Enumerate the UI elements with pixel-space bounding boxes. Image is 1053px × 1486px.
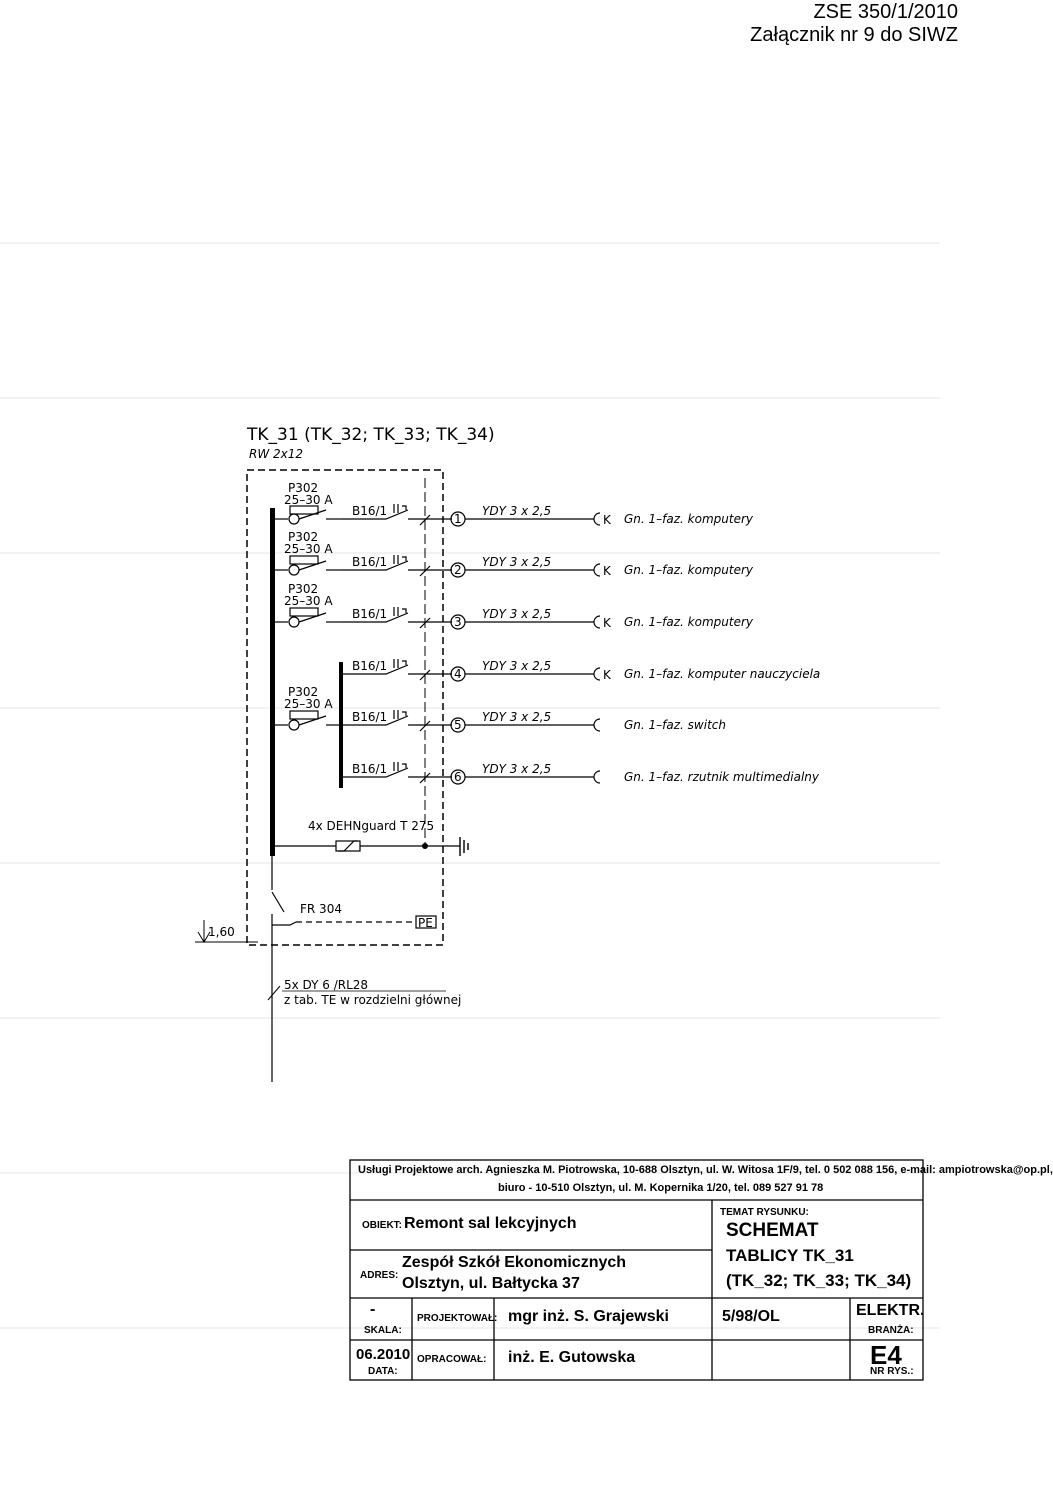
pe-label: PE: [418, 916, 433, 930]
address-label: ADRES:: [360, 1270, 399, 1281]
circuit-number: 6: [454, 770, 462, 784]
socket-mark: K: [603, 668, 611, 682]
socket-icon: [594, 771, 600, 783]
date-value: 06.2010: [356, 1346, 411, 1363]
rcd-1-label-top: P302: [288, 481, 319, 495]
socket-icon: [594, 668, 600, 680]
company-line-1: Usługi Projektowe arch. Agnieszka M. Piotrowska, 10-688 Olsztyn, ul. W. Witosa 1F/9, tel. 0 502 088 156, e-mail: ampiotrowska@op.pl,: [358, 1164, 1053, 1176]
main-switch-icon: [272, 856, 416, 1082]
drawing-number-label: NR RYS.:: [870, 1366, 914, 1377]
circuit-number: 2: [454, 563, 462, 577]
cable-label: YDY 3 x 2,5: [482, 659, 552, 673]
circuit-row: [343, 659, 820, 682]
date-label: DATA:: [368, 1366, 398, 1377]
designer-value: mgr inż. S. Grajewski: [508, 1308, 669, 1325]
board-title: TK_31 (TK_32; TK_33; TK_34): [247, 425, 495, 445]
cable-label: YDY 3 x 2,5: [482, 555, 552, 569]
circuit-number: 4: [454, 667, 462, 681]
height-label: 1,60: [208, 925, 235, 939]
scale-label: SKALA:: [364, 1325, 402, 1336]
load-label: Gn. 1–faz. rzutnik multimedialny: [624, 770, 820, 784]
circuit-row: [343, 710, 726, 732]
circuit-row: [342, 555, 754, 578]
socket-icon: [594, 513, 600, 525]
designer-label: PROJEKTOWAŁ:: [417, 1313, 498, 1324]
feed-label-2: z tab. TE w rozdzielni głównej: [284, 993, 462, 1007]
rcd-4-label-bottom: 25–30 A: [284, 697, 333, 711]
topic-line-1: SCHEMAT: [726, 1220, 819, 1241]
topic-line-2: TABLICY TK_31: [726, 1246, 854, 1265]
rcd-group: [275, 481, 342, 730]
socket-mark: K: [603, 564, 611, 578]
document-reference: ZSE 350/1/2010: [813, 1, 958, 23]
rcd-2-label-bottom: 25–30 A: [284, 542, 333, 556]
branch-label: BRANŻA:: [868, 1325, 914, 1336]
surge-arrester-icon: [275, 841, 460, 851]
object-value: Remont sal lekcyjnych: [404, 1215, 577, 1232]
load-label: Gn. 1–faz. komputery: [624, 512, 753, 526]
drawing-number: E4: [870, 1340, 902, 1370]
drafter-label: OPRACOWAŁ:: [417, 1354, 487, 1365]
circuit-row: [343, 762, 820, 784]
rcd-4-label-top: P302: [288, 685, 319, 699]
socket-mark: K: [603, 616, 611, 630]
load-label: Gn. 1–faz. komputery: [624, 615, 753, 629]
rcd-3-label-top: P302: [288, 582, 319, 596]
rcd-3-label-bottom: 25–30 A: [284, 594, 333, 608]
switch-label: FR 304: [300, 902, 342, 916]
scale-value: -: [370, 1301, 376, 1318]
socket-mark: K: [603, 513, 611, 527]
earth-icon: [460, 837, 468, 856]
load-label: Gn. 1–faz. switch: [624, 718, 726, 732]
breaker-label: B16/1: [352, 504, 388, 518]
attachment-label: Załącznik nr 9 do SIWZ: [750, 24, 958, 46]
breaker-label: B16/1: [352, 710, 388, 724]
feed-label-1: 5x DY 6 /RL28: [284, 978, 369, 992]
address-line-2: Olsztyn, ul. Bałtycka 37: [402, 1275, 580, 1292]
cable-label: YDY 3 x 2,5: [482, 504, 552, 518]
breaker-label: B16/1: [352, 659, 388, 673]
load-label: Gn. 1–faz. komputery: [624, 563, 753, 577]
breaker-label: B16/1: [352, 555, 388, 569]
cable-label: YDY 3 x 2,5: [482, 607, 552, 621]
socket-icon: [594, 616, 600, 628]
circuit-row: [342, 607, 754, 630]
address-line-1: Zespół Szkół Ekonomicznych: [402, 1254, 627, 1271]
rcd-1-label-bottom: 25–30 A: [284, 493, 333, 507]
topic-line-3: (TK_32; TK_33; TK_34): [726, 1271, 912, 1290]
company-line-2: biuro - 10-510 Olsztyn, ul. M. Kopernika 1/20, tel. 089 527 91 78: [498, 1182, 824, 1194]
branch-value: ELEKTR.: [856, 1302, 925, 1319]
circuit-group: [342, 504, 820, 784]
socket-icon: [594, 564, 600, 576]
secondary-busbar: [339, 662, 343, 788]
cable-label: YDY 3 x 2,5: [482, 710, 552, 724]
breaker-label: B16/1: [352, 607, 388, 621]
feed-cable-tick: [268, 986, 280, 1000]
object-label: OBIEKT:: [362, 1220, 402, 1231]
board-subtitle: RW 2x12: [249, 447, 304, 461]
circuit-number: 5: [454, 718, 462, 732]
socket-icon: [594, 719, 600, 731]
permit-number: 5/98/OL: [722, 1308, 780, 1325]
earth-junction: [422, 843, 428, 849]
cable-label: YDY 3 x 2,5: [482, 762, 552, 776]
circuit-number: 3: [454, 615, 462, 629]
breaker-label: B16/1: [352, 762, 388, 776]
topic-label: TEMAT RYSUNKU:: [720, 1207, 809, 1218]
load-label: Gn. 1–faz. komputer nauczyciela: [624, 667, 821, 681]
drafter-value: inż. E. Gutowska: [508, 1349, 636, 1366]
circuit-row: [342, 504, 754, 527]
main-busbar: [270, 508, 275, 856]
surge-label: 4x DEHNguard T 275: [308, 819, 435, 833]
circuit-number: 1: [454, 512, 462, 526]
rcd-2-label-top: P302: [288, 530, 319, 544]
